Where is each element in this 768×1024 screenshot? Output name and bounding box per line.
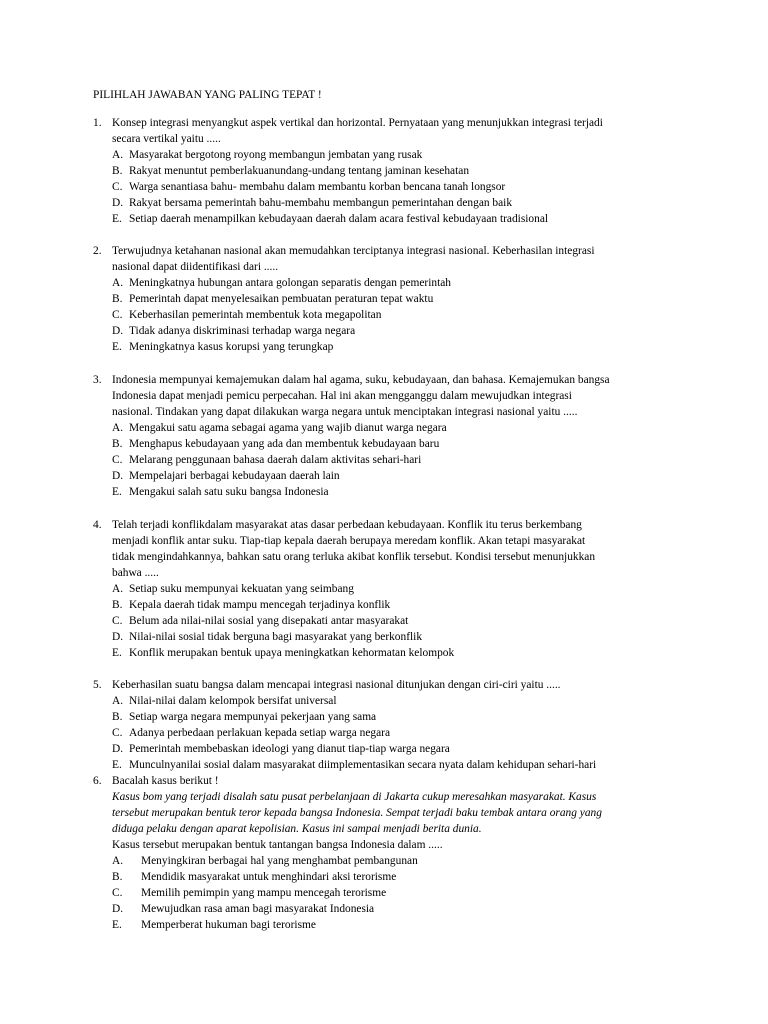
option-a xyxy=(93,420,693,436)
question-stem-line xyxy=(93,773,693,789)
option-letter: B. xyxy=(112,165,123,177)
question-number: 5. xyxy=(93,679,102,691)
question-number: 6. xyxy=(93,775,102,787)
option-letter: A. xyxy=(112,855,124,867)
option-text: Belum ada nilai-nilai sosial yang disepakati antar masyarakat xyxy=(129,615,409,627)
option-letter: E. xyxy=(112,341,122,353)
question-stem-line xyxy=(93,565,693,581)
option-text: Melarang penggunaan bahasa daerah dalam aktivitas sehari-hari xyxy=(129,454,422,466)
option-text: Mengakui satu agama sebagai agama yang wajib dianut warga negara xyxy=(129,422,447,434)
option-letter: C. xyxy=(112,727,123,739)
question-text: Terwujudnya ketahanan nasional akan memudahkan terciptanya integrasi nasional. Keberhasilan integrasi xyxy=(112,245,595,257)
option-text: Keberhasilan pemerintah membentuk kota megapolitan xyxy=(129,309,382,321)
option-text: Setiap suku mempunyai kekuatan yang seimbang xyxy=(129,583,354,595)
option-d xyxy=(93,901,693,917)
question-number: 3. xyxy=(93,374,102,386)
option-letter: C. xyxy=(112,887,123,899)
case-prompt: Kasus tersebut merupakan bentuk tantangan bangsa Indonesia dalam ..... xyxy=(112,839,443,851)
option-letter: B. xyxy=(112,293,123,305)
question-text: Konsep integrasi menyangkut aspek vertikal dan horizontal. Pernyataan yang menunjukkan integrasi terjadi xyxy=(112,117,603,129)
option-text: Meningkatnya kasus korupsi yang terungkap xyxy=(129,341,334,353)
option-e xyxy=(93,645,693,661)
option-c xyxy=(93,452,693,468)
question-text: Bacalah kasus berikut ! xyxy=(112,775,219,787)
option-a xyxy=(93,581,693,597)
question-text: bahwa ..... xyxy=(112,567,159,579)
question-number: 1. xyxy=(93,117,102,129)
option-text: Rakyat menuntut pemberlakuanundang-undang tentang jaminan kesehatan xyxy=(129,165,470,177)
question-stem-line xyxy=(93,115,693,131)
page-heading: PILIHLAH JAWABAN YANG PALING TEPAT ! xyxy=(93,89,322,101)
question-text: nasional. Tindakan yang dapat dilakukan warga negara untuk menciptakan integrasi nasional yaitu ..... xyxy=(112,406,578,418)
option-letter: E. xyxy=(112,647,122,659)
option-c xyxy=(93,725,693,741)
option-text: Adanya perbedaan perlakuan kepada setiap warga negara xyxy=(129,727,391,739)
question-2 xyxy=(93,243,693,355)
option-text: Rakyat bersama pemerintah bahu-membahu membangun pemerintahan dengan baik xyxy=(129,197,513,209)
option-letter: E. xyxy=(112,213,122,225)
option-text: Mempelajari berbagai kebudayaan daerah lain xyxy=(129,470,340,482)
option-text: Menyingkiran berbagai hal yang menghambat pembangunan xyxy=(141,855,418,867)
option-a xyxy=(93,275,693,291)
option-letter: D. xyxy=(112,325,124,337)
option-text: Mewujudkan rasa aman bagi masyarakat Indonesia xyxy=(141,903,375,915)
option-text: Memilih pemimpin yang mampu mencegah terorisme xyxy=(141,887,387,899)
option-text: Nilai-nilai dalam kelompok bersifat universal xyxy=(129,695,337,707)
option-letter: B. xyxy=(112,599,123,611)
option-c xyxy=(93,613,693,629)
option-letter: A. xyxy=(112,149,124,161)
option-letter: D. xyxy=(112,631,124,643)
question-stem-line xyxy=(93,677,693,693)
option-letter: C. xyxy=(112,454,123,466)
question-stem-line xyxy=(93,517,693,533)
option-letter: A. xyxy=(112,695,124,707)
option-d xyxy=(93,741,693,757)
option-text: Pemerintah membebaskan ideologi yang dianut tiap-tiap warga negara xyxy=(129,743,450,755)
question-4 xyxy=(93,517,693,661)
question-text: menjadi konflik antar suku. Tiap-tiap kepala daerah berupaya meredam konflik. Akan tetapi masyarakat xyxy=(112,535,586,547)
option-e xyxy=(93,211,693,227)
option-e xyxy=(93,339,693,355)
option-letter: C. xyxy=(112,309,123,321)
question-stem-line xyxy=(93,259,693,275)
option-letter: E. xyxy=(112,919,122,931)
option-d xyxy=(93,323,693,339)
option-letter: E. xyxy=(112,759,122,771)
option-text: Memperberat hukuman bagi terorisme xyxy=(141,919,316,931)
option-letter: C. xyxy=(112,615,123,627)
question-1 xyxy=(93,115,693,227)
question-3 xyxy=(93,372,693,500)
question-stem-line xyxy=(93,388,693,404)
question-5 xyxy=(93,677,693,773)
question-number: 2. xyxy=(93,245,102,257)
option-text: Masyarakat bergotong royong membangun jembatan yang rusak xyxy=(129,149,423,161)
option-letter: D. xyxy=(112,903,124,915)
option-text: Mendidik masyarakat untuk menghindari aksi terorisme xyxy=(141,871,397,883)
question-text: nasional dapat diidentifikasi dari ..... xyxy=(112,261,279,273)
option-b xyxy=(93,709,693,725)
option-text: Tidak adanya diskriminasi terhadap warga negara xyxy=(129,325,356,337)
case-text-line: Kasus bom yang terjadi disalah satu pusat perbelanjaan di Jakarta cukup meresahkan masyarakat. Kasus xyxy=(112,791,597,803)
option-d xyxy=(93,195,693,211)
question-text: tidak mengindahkannya, bahkan satu orang terluka akibat konflik tersebut. Kondisi tersebut menunjukkan xyxy=(112,551,596,563)
question-6 xyxy=(93,773,693,933)
option-letter: C. xyxy=(112,181,123,193)
option-b xyxy=(93,163,693,179)
option-b xyxy=(93,436,693,452)
option-text: Mengakui salah satu suku bangsa Indonesia xyxy=(129,486,329,498)
case-text-line: tersebut merupakan bentuk teror kepada bangsa Indonesia. Sempat terjadi baku tembak antara orang yang xyxy=(112,807,602,819)
option-e xyxy=(93,484,693,500)
option-text: Warga senantiasa bahu- membahu dalam membantu korban bencana tanah longsor xyxy=(129,181,506,193)
option-letter: B. xyxy=(112,711,123,723)
option-a xyxy=(93,693,693,709)
question-text: Keberhasilan suatu bangsa dalam mencapai integrasi nasional ditunjukan dengan ciri-ciri yaitu ..... xyxy=(112,679,561,691)
question-text: Telah terjadi konflikdalam masyarakat atas dasar perbedaan kebudayaan. Konflik itu terus berkembang xyxy=(112,519,582,531)
option-letter: E. xyxy=(112,486,122,498)
option-letter: A. xyxy=(112,422,124,434)
question-stem-line xyxy=(93,404,693,420)
option-text: Nilai-nilai sosial tidak berguna bagi masyarakat yang berkonflik xyxy=(129,631,423,643)
option-text: Menghapus kebudayaan yang ada dan membentuk kebudayaan baru xyxy=(129,438,440,450)
option-d xyxy=(93,468,693,484)
option-letter: D. xyxy=(112,197,124,209)
case-text-line: diduga pelaku dengan aparat kepolisian. Kasus ini sampai menjadi berita dunia. xyxy=(112,823,482,835)
option-e xyxy=(93,757,693,773)
option-text: Pemerintah dapat menyelesaikan pembuatan peraturan tepat waktu xyxy=(129,293,434,305)
option-letter: D. xyxy=(112,743,124,755)
question-text: Indonesia mempunyai kemajemukan dalam hal agama, suku, kebudayaan, dan bahasa. Kemajemukan bangsa xyxy=(112,374,610,386)
option-b xyxy=(93,869,693,885)
option-b xyxy=(93,597,693,613)
option-text: Meningkatnya hubungan antara golongan separatis dengan pemerintah xyxy=(129,277,451,289)
option-letter: A. xyxy=(112,277,124,289)
option-letter: B. xyxy=(112,871,123,883)
question-stem-line xyxy=(93,243,693,259)
question-stem-line xyxy=(93,131,693,147)
option-letter: D. xyxy=(112,470,124,482)
option-text: Setiap daerah menampilkan kebudayaan daerah dalam acara festival kebudayaan tradisional xyxy=(129,213,549,225)
option-e xyxy=(93,917,693,933)
option-b xyxy=(93,291,693,307)
option-letter: B. xyxy=(112,438,123,450)
question-number: 4. xyxy=(93,519,102,531)
question-stem-line xyxy=(93,372,693,388)
option-a xyxy=(93,853,693,869)
option-text: Setiap warga negara mempunyai pekerjaan yang sama xyxy=(129,711,377,723)
question-stem-line xyxy=(93,533,693,549)
option-a xyxy=(93,147,693,163)
question-stem-line xyxy=(93,549,693,565)
option-d xyxy=(93,629,693,645)
option-c xyxy=(93,179,693,195)
option-c xyxy=(93,885,693,901)
question-text: Indonesia dapat menjadi pemicu perpecahan. Hal ini akan mengganggu dalam mewujudkan integrasi xyxy=(112,390,572,402)
option-letter: A. xyxy=(112,583,124,595)
question-text: secara vertikal yaitu ..... xyxy=(112,133,221,145)
option-text: Kepala daerah tidak mampu mencegah terjadinya konflik xyxy=(129,599,391,611)
option-c xyxy=(93,307,693,323)
option-text: Konflik merupakan bentuk upaya meningkatkan kehormatan kelompok xyxy=(129,647,455,659)
option-text: Munculnyanilai sosial dalam masyarakat diimplementasikan secara nyata dalam kehidupan sehari-hari xyxy=(129,759,597,771)
